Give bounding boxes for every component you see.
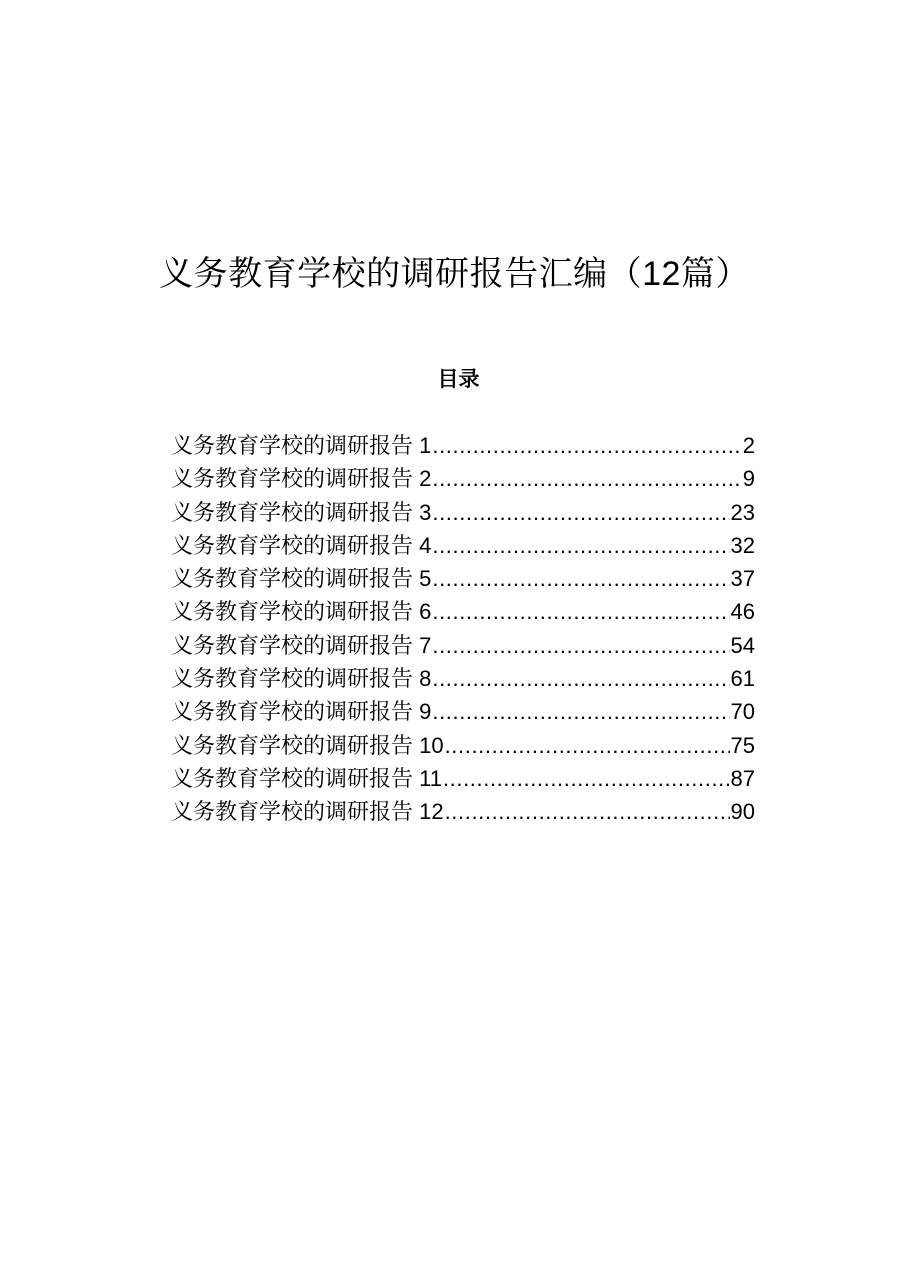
toc-dot-leader [432,662,729,695]
toc-entry-page: 87 [730,765,755,791]
toc-entry-label: 义务教育学校的调研报告 11 [171,765,442,791]
toc-entry-page: 2 [742,433,755,458]
toc-dot-leader [432,695,729,728]
toc-entry-label: 义务教育学校的调研报告 3 [171,499,432,525]
toc-entry-label: 义务教育学校的调研报告 8 [171,666,432,692]
toc-dot-leader [445,729,730,762]
toc-entry-page: 46 [730,599,755,625]
toc-entry[interactable] [171,629,755,662]
toc-entry-page: 37 [730,566,755,592]
toc-entry-page: 54 [730,632,755,658]
toc-entry[interactable] [171,729,755,762]
toc-entry[interactable] [171,595,755,628]
toc-entry[interactable] [171,496,755,529]
toc-entry[interactable] [171,529,755,562]
toc-entry-page: 23 [730,499,755,525]
toc-dot-leader [445,795,730,828]
toc-dot-leader [432,562,729,595]
toc-entry-page: 75 [730,732,755,758]
toc-dot-leader [432,496,729,529]
toc-entry-label: 义务教育学校的调研报告 4 [171,532,432,558]
toc-entry[interactable] [171,462,755,495]
toc-entry-label: 义务教育学校的调研报告 6 [171,599,432,625]
document-title: 义务教育学校的调研报告汇编（12篇） [159,255,750,293]
toc-entry-page: 61 [730,666,755,692]
toc-entry-label: 义务教育学校的调研报告 2 [171,466,432,492]
toc-entry[interactable] [171,762,755,795]
toc-entry-page: 90 [730,799,755,825]
toc-entry-label: 义务教育学校的调研报告 5 [171,566,432,592]
toc-entry-page: 9 [742,466,755,492]
toc-dot-leader [432,629,729,662]
table-of-contents [171,429,755,829]
toc-dot-leader [432,595,729,628]
toc-dot-leader [443,762,730,795]
toc-entry-label: 义务教育学校的调研报告 9 [171,699,432,725]
toc-entry[interactable] [171,562,755,595]
toc-entry-page: 32 [730,532,755,558]
toc-entry-label: 义务教育学校的调研报告 1 [171,433,432,458]
toc-dot-leader [432,462,741,495]
toc-entry-page: 70 [730,699,755,725]
toc-entry-label: 义务教育学校的调研报告 12 [171,799,444,825]
toc-entry[interactable] [171,429,755,462]
toc-entry[interactable] [171,662,755,695]
toc-dot-leader [432,429,741,462]
toc-heading: 目录 [437,366,480,391]
toc-entry[interactable] [171,795,755,828]
toc-dot-leader [432,529,729,562]
toc-entry-label: 义务教育学校的调研报告 7 [171,632,432,658]
toc-entry[interactable] [171,695,755,728]
toc-entry-label: 义务教育学校的调研报告 10 [171,732,444,758]
